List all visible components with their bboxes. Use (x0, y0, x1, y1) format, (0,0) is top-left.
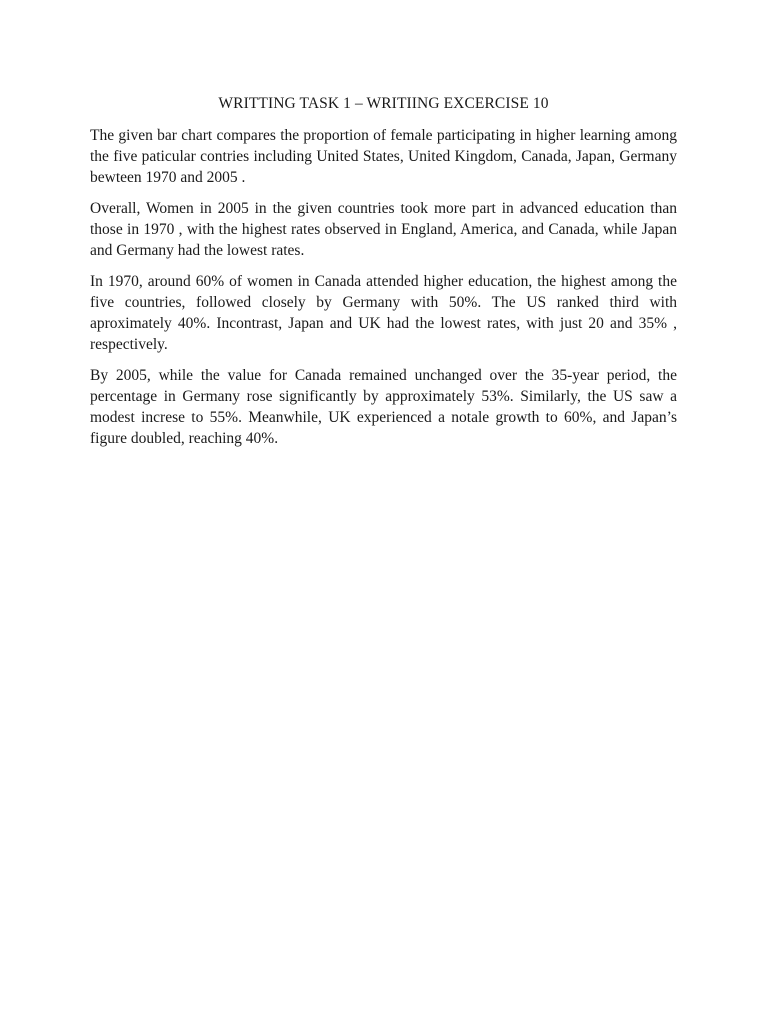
paragraph-1970: In 1970, around 60% of women in Canada attended higher education, the highest among the five countries, followed closely by Germany with 50%. The US ranked third with aproximately 40%. Incontrast, Japan and UK had the lowest rates, with just 20 and 35% , respectively. (90, 273, 677, 353)
paragraph-2005: By 2005, while the value for Canada remained unchanged over the 35-year period, the percentage in Germany rose significantly by approximately 53%. Similarly, the US saw a modest increse to 55%. Meanwhile, UK experienced a notale growth to 60%, and Japan’s figure doubled, reaching 40%. (90, 367, 677, 447)
document-page (90, 94, 677, 459)
document-title: WRITTING TASK 1 – WRITIING EXCERCISE 10 (218, 95, 549, 112)
paragraph-overview: Overall, Women in 2005 in the given countries took more part in advanced education than those in 1970 , with the highest rates observed in England, America, and Canada, while Japan and Germany had the lowest rates. (90, 200, 677, 259)
paragraph-introduction: The given bar chart compares the proportion of female participating in higher learning among the five paticular contries including United States, United Kingdom, Canada, Japan, Germany bewteen 1970 and 2005 . (90, 127, 677, 186)
